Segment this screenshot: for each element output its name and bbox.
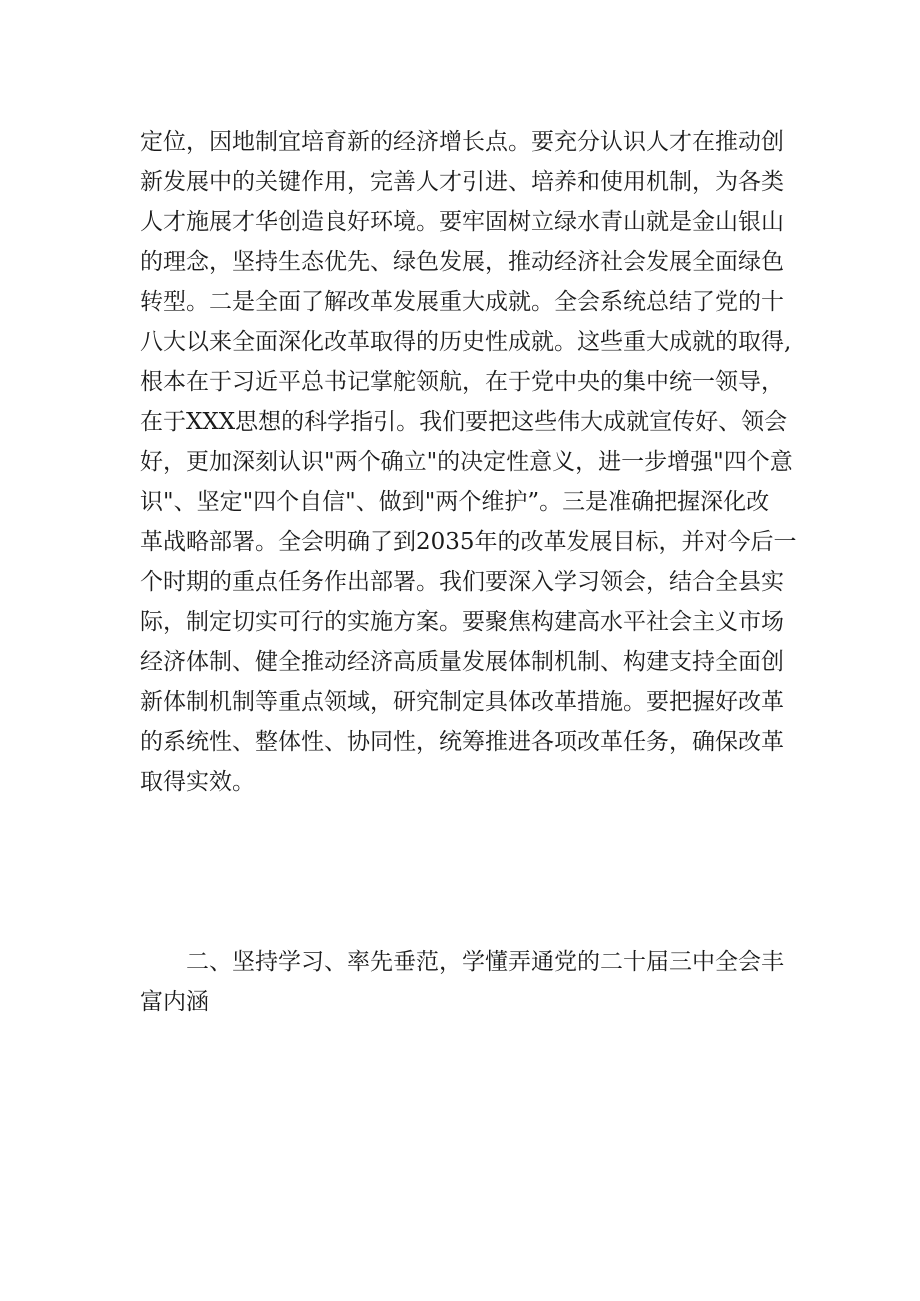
paragraph-line: 革战略部署。全会明确了到2035年的改革发展目标，并对今后一 xyxy=(140,529,797,555)
paragraph-line: 的系统性、整体性、协同性，统筹推进各项改革任务，确保改革 xyxy=(140,729,784,755)
paragraph-line: 经济体制、健全推动经济高质量发展体制机制、构建支持全面创 xyxy=(140,649,784,675)
paragraph-line: 新体制机制等重点领域，研究制定具体改革措施。要把握好改革 xyxy=(140,689,784,715)
body-paragraph xyxy=(140,122,800,802)
paragraph-line: 好，更加深刻认识"两个确立"的决定性意义，进一步增强"四个意 xyxy=(140,449,793,475)
paragraph-line: 识"、坚定"四个自信"、做到"两个维护”。三是准确把握深化改 xyxy=(140,489,770,515)
heading-line: 富内涵 xyxy=(140,989,209,1015)
section-heading xyxy=(140,942,800,1022)
paragraph-line: 人才施展才华创造良好环境。要牢固树立绿水青山就是金山银山 xyxy=(140,209,784,235)
paragraph-line: 转型。二是全面了解改革发展重大成就。全会系统总结了党的十 xyxy=(140,289,784,315)
paragraph-line: 个时期的重点任务作出部署。我们要深入学习领会，结合全县实 xyxy=(140,569,784,595)
paragraph-line: 取得实效。 xyxy=(140,769,255,795)
heading-line: 二、坚持学习、率先垂范，学懂弄通党的二十届三中全会丰 xyxy=(186,949,784,975)
paragraph-line: 定位，因地制宜培育新的经济增长点。要充分认识人才在推动创 xyxy=(140,129,784,155)
paragraph-line: 根本在于习近平总书记掌舵领航，在于党中央的集中统一领导， xyxy=(140,369,784,395)
paragraph-line: 际，制定切实可行的实施方案。要聚焦构建高水平社会主义市场 xyxy=(140,609,784,635)
paragraph-line: 八大以来全面深化改革取得的历史性成就。这些重大成就的取得, xyxy=(140,329,792,355)
paragraph-line: 的理念，坚持生态优先、绿色发展，推动经济社会发展全面绿色 xyxy=(140,249,784,275)
paragraph-line: 新发展中的关键作用，完善人才引进、培养和使用机制，为各类 xyxy=(140,169,784,195)
paragraph-line: 在于XXX思想的科学指引。我们要把这些伟大成就宣传好、领会 xyxy=(140,409,788,435)
